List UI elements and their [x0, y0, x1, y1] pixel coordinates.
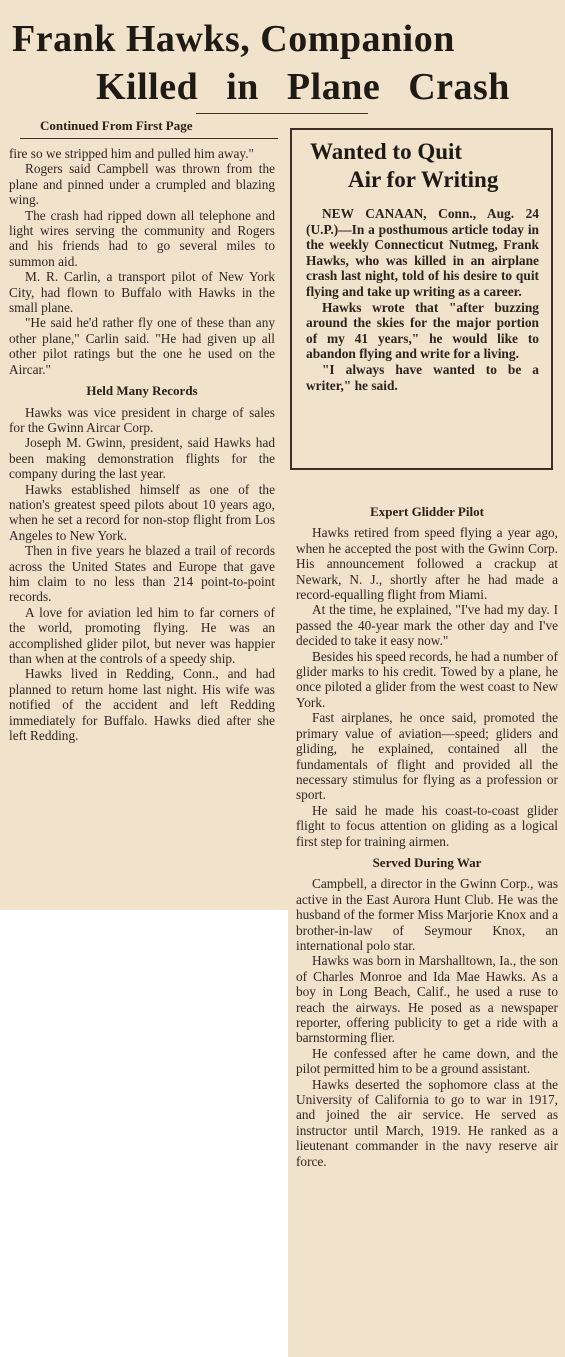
- left-paragraph: Hawks lived in Redding, Conn., and had planned to return home last night. His wife was notified of the accident and left Redding immediately for Buffalo. Hawks died after she left Redding.: [9, 666, 275, 744]
- headline-line-1: Frank Hawks, Companion: [12, 18, 455, 60]
- subhead-served-during-war: Served During War: [372, 854, 482, 870]
- right-paragraph: Hawks retired from speed flying a year ago, when he accepted the post with the Gwinn Corp. His announcement followed a crackup at Newark, N. J., shortly after he had made a record-equalling flight from Miami.: [296, 525, 558, 603]
- continued-rule: [20, 138, 278, 139]
- continued-label: Continued From First Page: [40, 118, 193, 133]
- left-paragraph: M. R. Carlin, a transport pilot of New York City, had flown to Buffalo with Hawks in the small plane.: [9, 269, 275, 316]
- left-paragraph: Then in five years he blazed a trail of records across the United States and Europe that gave him claim to no less than 214 point-to-point records.: [9, 543, 275, 605]
- headline-line-2: Killed in Plane Crash: [96, 66, 510, 108]
- sidebar-title: [306, 138, 539, 194]
- right-paragraph: Fast airplanes, he once said, promoted the primary value of aviation—speed; gliders and gliding, he explained, contained all the fundamentals of flight and provided all the necessary stimulus for flying as a profession or sport.: [296, 710, 558, 803]
- right-paragraph: He said he made his coast-to-coast glider flight to focus attention on gliding as a logical first step for training airmen.: [296, 802, 558, 849]
- sidebar-title-line-2: Air for Writing: [348, 167, 499, 192]
- left-paragraph: "He said he'd rather fly one of these than any other plane," Carlin said. "He had given up all other pilot ratings but the one he used on the Aircar.": [9, 315, 275, 377]
- sidebar-paragraph: NEW CANAAN, Conn., Aug. 24 (U.P.)—In a posthumous article today in the weekly Connecticut Nutmeg, Frank Hawks, who was killed in an airplane crash last night, told of his desire to quit flying and take up writing as a career.: [306, 206, 539, 299]
- sidebar-title-line-1: Wanted to Quit: [310, 139, 463, 164]
- subhead-held-many-records: Held Many Records: [86, 383, 198, 399]
- left-paragraph: fire so we stripped him and pulled him away.": [9, 146, 254, 161]
- sidebar-body: [306, 206, 539, 393]
- left-paragraph: A love for aviation led him to far corners of the world, promoting flying. He was an accomplished glider pilot, but never was happier than when at the controls of a speedy ship.: [9, 604, 275, 666]
- right-paragraph: He confessed after he came down, and the pilot permitted him to be a ground assistant.: [296, 1045, 558, 1077]
- right-paragraph: Campbell, a director in the Gwinn Corp., was active in the East Aurora Hunt Club. He was the husband of the former Miss Marjorie Knox and a brother-in-law of Seymour Knox, an international polo star.: [296, 876, 558, 953]
- sidebar-box: [290, 128, 553, 470]
- left-paragraph: The crash had ripped down all telephone and light wires serving the community and Rogers and his friends had to go several miles to summon aid.: [9, 207, 275, 269]
- right-paragraph: At the time, he explained, "I've had my day. I passed the 40-year mark the other day and I've decided to take it easy now.": [296, 602, 558, 649]
- sidebar-paragraph: Hawks wrote that "after buzzing around the skies for the major portion of my 41 years," he would like to abandon flying and write for a living.: [306, 299, 539, 362]
- sidebar-paragraph: "I always have wanted to be a writer," he said.: [306, 361, 539, 393]
- right-column: [296, 504, 558, 1169]
- right-paragraph: Besides his speed records, he had a number of glider marks to his credit. Towed by a plane, he once piloted a glider from the west coast to New York.: [296, 648, 558, 710]
- subhead-expert-glider-pilot: Expert Glidder Pilot: [370, 504, 484, 519]
- right-paragraph: Hawks deserted the sophomore class at the University of California to go to war in 1917, and joined the air service. He served as instructor until March, 1919. He ranked as a lieutenant commander in the navy reserve air force.: [296, 1076, 558, 1169]
- headline-rule: [196, 113, 368, 114]
- left-column: [9, 146, 275, 743]
- left-paragraph: Hawks was vice president in charge of sales for the Gwinn Aircar Corp.: [9, 404, 275, 435]
- left-paragraph: Joseph M. Gwinn, president, said Hawks had been making demonstration flights for the company during the last year.: [9, 435, 275, 482]
- left-paragraph: Hawks established himself as one of the nation's greatest speed pilots about 10 years ago, when he set a record for non-stop flight from Los Angeles to New York.: [9, 481, 275, 543]
- right-paragraph: Hawks was born in Marshalltown, Ia., the son of Charles Monroe and Ida Mae Hawks. As a boy in Long Beach, Calif., he used a ruse to reach the airways. He posed as a newspaper reporter, offering publicity to get a ride with a barnstorming flier.: [296, 953, 558, 1046]
- left-paragraph: Rogers said Campbell was thrown from the plane and pinned under a crumpled and blazing wing.: [9, 161, 275, 208]
